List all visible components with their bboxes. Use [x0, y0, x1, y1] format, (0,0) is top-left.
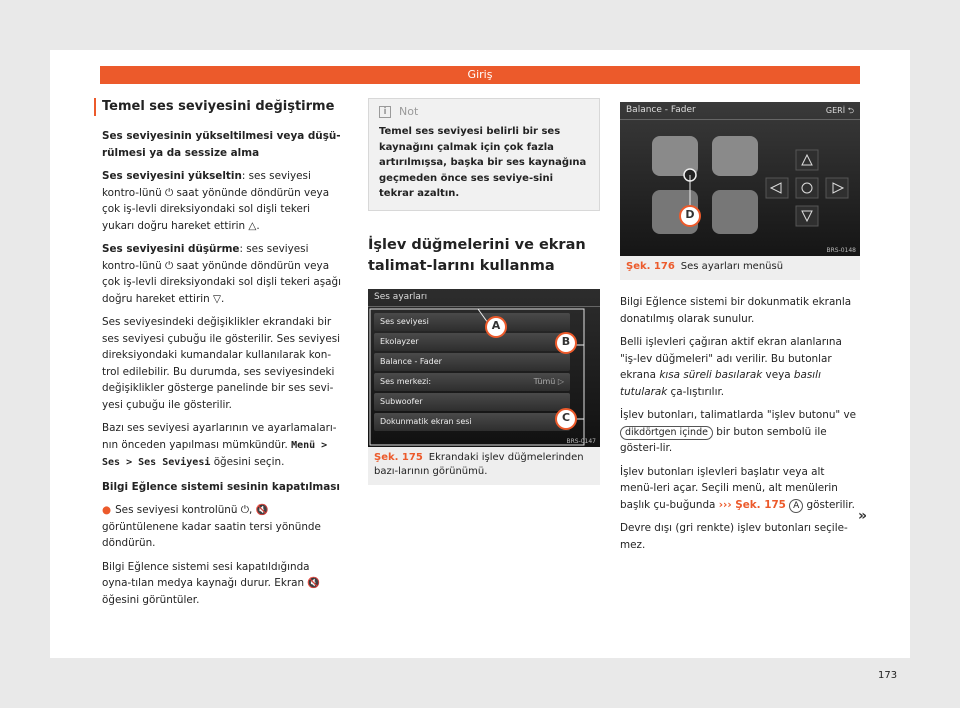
button-symbol: dikdörtgen içinde: [620, 426, 713, 440]
subsection-title: Ses seviyesinin yükseltilmesi veya düşü-rülmesi ya da sessize alma: [102, 130, 341, 159]
text: veya: [765, 369, 791, 381]
menu-item: Subwoofer: [374, 393, 570, 411]
caption-number: Şek. 176: [626, 261, 675, 272]
note-text: Temel ses seviyesi belirli bir ses kaynağını çalmak için çok fazla artırılmışsa, başka bir ses kaynağına geçmeden önce ses seviye-sini tekrar azaltın.: [379, 126, 587, 199]
menu-path: Menü > Ses > Ses Seviyesi: [102, 439, 328, 468]
text: bir buton sembolü ile gösteri-lir.: [620, 425, 827, 454]
continue-icon: »: [858, 508, 868, 524]
note-box: [368, 98, 600, 211]
caption-number: Şek. 175: [374, 451, 423, 463]
menu-item-value: Tümü ▷: [533, 376, 564, 386]
menu-item: Ekolayzer: [374, 333, 570, 351]
chapter-header: Giriş: [100, 66, 860, 84]
paragraph: Bilgi Eğlence sistemi bir dokunmatik ekranla donatılmış olarak sunulur.: [620, 296, 852, 325]
text: İşlev butonları, talimatlarda "işlev butonu" ve: [620, 409, 857, 421]
screen-title: Balance - Fader: [626, 105, 696, 115]
note-title: Not: [399, 105, 419, 118]
bullet-text: Ses seviyesi kontrolünü ⏻, 🔇 görüntülenene kadar saatin tersi yönünde döndürün.: [102, 504, 321, 549]
section-title: Temel ses seviyesini değiştirme: [94, 98, 342, 116]
text: öğesini seçin.: [213, 456, 285, 468]
figure-caption: [620, 256, 860, 280]
italic-text: kısa süreli basılarak: [659, 369, 763, 381]
callout-d-label: D: [685, 208, 695, 221]
text: İşlev butonları işlevleri başlatır veya alt menü-leri açar. Seçili menü, alt menülerin başlık çu-buğunda: [620, 465, 838, 511]
raise-label: Ses seviyesini yükseltin: [102, 170, 242, 182]
callout-a-label: A: [491, 318, 501, 332]
paragraph: [102, 420, 342, 472]
menu-item: Ses seviyesi: [374, 313, 570, 331]
back-button: GERİ ⮌: [825, 106, 854, 115]
raise-text: : ses seviyesi kontro-lünü ⏻ saat yönünde döndürün veya çok iş-levli direksiyondaki sol dişli tekeri yukarı doğru hareket ettirin △.: [102, 170, 330, 232]
italic-text: basılı tutularak: [620, 369, 821, 398]
caption-text: Ses ayarları menüsü: [680, 261, 784, 272]
text: Belli işlevleri çağıran aktif ekran alanlarına "iş-lev düğmeleri" adı verilir. Bu butonlar ekrana: [620, 336, 842, 381]
column-middle: [368, 98, 600, 485]
paragraph: Devre dışı (gri renkte) işlev butonları seçile-mez.: [620, 522, 848, 551]
paragraph: [620, 334, 860, 400]
caption-text: Ekrandaki işlev düğmelerinden bazı-larının görünümü.: [374, 451, 584, 477]
paragraph: [620, 407, 860, 457]
section-title: İşlev düğmelerini ve ekran talimat-larını kullanma: [368, 236, 586, 274]
page-number: 173: [878, 670, 898, 681]
screen-title: Ses ayarları: [374, 291, 428, 302]
subsection-title: Bilgi Eğlence sistemi sesinin kapatılması: [102, 480, 340, 493]
figure-caption: [368, 447, 600, 485]
info-icon: i: [379, 106, 391, 118]
page: [50, 50, 910, 681]
seat-diagram: [620, 102, 860, 256]
bullet-icon: ●: [102, 504, 112, 516]
callout-c-label: C: [561, 410, 571, 424]
menu-item: Balance - Fader: [374, 353, 570, 371]
paragraph: Bilgi Eğlence sistemi sesi kapatıldığında oyna-tılan medya kaynağı durur. Ekran 🔇 öğesini görüntüler.: [102, 560, 321, 606]
column-right: [620, 102, 860, 560]
figure-reference-link[interactable]: ››› Şek. 175: [718, 498, 786, 511]
text: ça-lıştırılır.: [670, 385, 725, 398]
paragraph: [620, 464, 860, 514]
figure-code: BRS-0147: [566, 437, 596, 445]
lower-text: : ses seviyesi kontro-lünü ⏻ saat yönünde döndürün veya çok iş-levli direksiyondaki sol dişli tekeri aşağı doğru hareket ettirin ▽.: [102, 243, 341, 305]
menu-item: Dokunmatik ekran sesi: [374, 413, 570, 431]
figure-code: BRS-0148: [826, 247, 856, 254]
text: Bazı ses seviyesi ayarlarının ve ayarlamaları-nın önceden yapılması mümkündür.: [102, 422, 337, 451]
raise-paragraph: [102, 168, 342, 234]
paragraph: Ses seviyesindeki değişiklikler ekrandaki bir ses seviyesi çubuğu ile gösterilir. Ses seviyesi direksiyondaki kumandalar kullanılarak kon-trol edilebilir. Bu durumda, ses seviyesindeki değişiklikler gösterge panelinde bir ses sevi-yesi çubuğu ile gösterilir.: [102, 316, 341, 411]
lower-label: Ses seviyesini düşürme: [102, 243, 240, 255]
note-header: [379, 105, 589, 118]
lower-paragraph: [102, 241, 342, 307]
bullet-item: [102, 502, 342, 552]
column-left: [102, 98, 342, 615]
text: gösterilir.: [806, 498, 855, 511]
callout-b-label: B: [561, 334, 571, 348]
menu-item-label: Ses merkezi:: [380, 376, 432, 386]
callout-badge: A: [789, 499, 803, 513]
figure-176: [620, 102, 860, 256]
figure-175: [368, 289, 600, 447]
